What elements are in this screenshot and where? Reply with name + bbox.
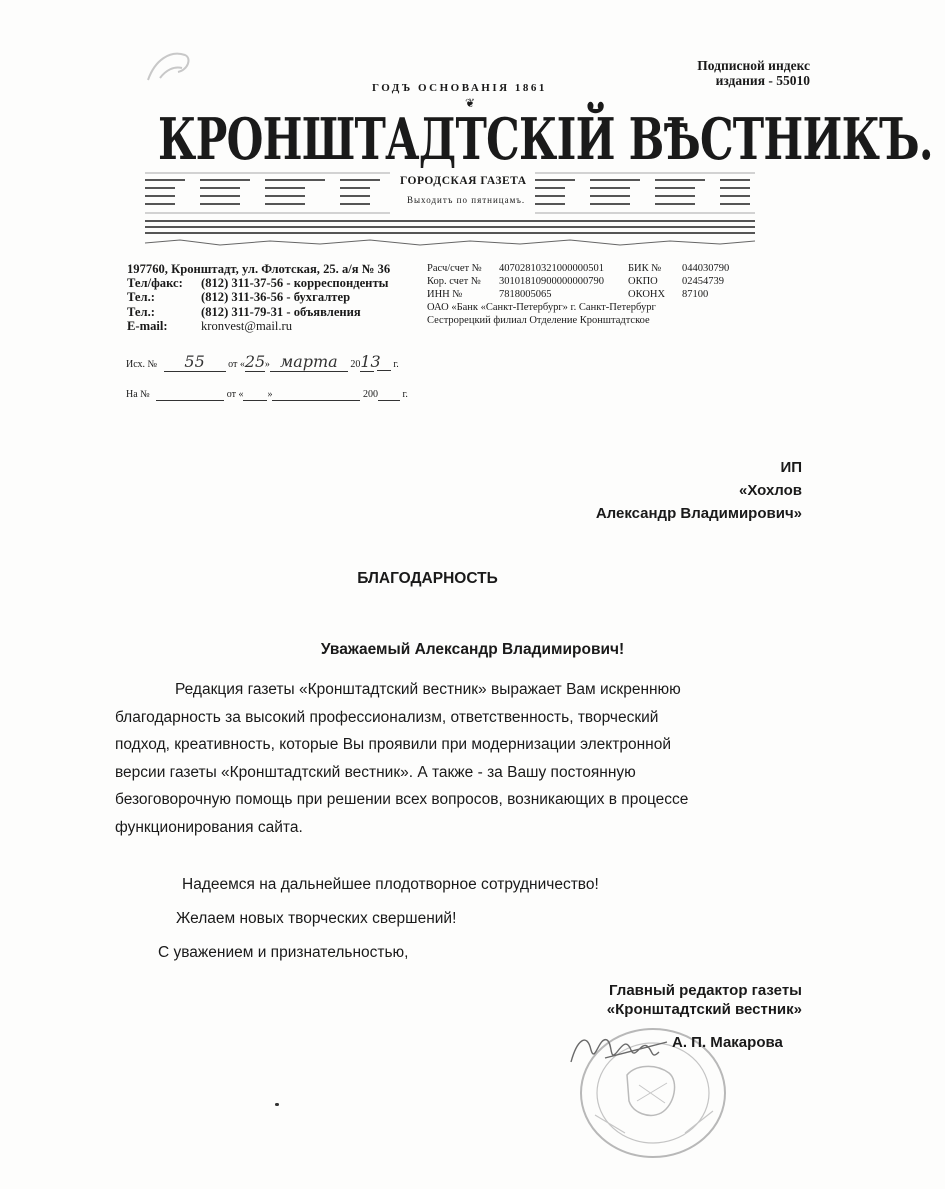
bank-value: 7818005065 <box>499 289 552 300</box>
address-block <box>127 262 390 333</box>
code-label: БИК № <box>628 263 662 274</box>
letter-wish-cooperation: Надеемся на дальнейшее плодотворное сотрудничество! <box>182 876 599 893</box>
recipient-line: «Хохлов <box>739 482 802 499</box>
address-line <box>127 319 390 333</box>
code-value: 02454739 <box>682 276 724 287</box>
bank-branch: Сестрорецкий филиал Отделение Кронштадтское <box>427 315 650 326</box>
address-label: Тел/факс: <box>127 276 183 291</box>
founded-line: ГОДЪ ОСНОВАНIЯ 1861 <box>372 82 547 94</box>
address-label: Тел.: <box>127 290 155 305</box>
recipient-block <box>596 456 802 525</box>
code-value: 87100 <box>682 289 709 300</box>
bank-label: Расч/счет № <box>427 263 482 274</box>
body-line <box>115 676 775 704</box>
code-row <box>628 288 729 301</box>
outgoing-day-field <box>245 352 265 372</box>
incoming-year-prefix: 200 <box>362 389 378 400</box>
address-line <box>127 262 390 276</box>
address-line <box>127 276 390 290</box>
outgoing-g: г. <box>393 359 399 370</box>
incoming-label: На № <box>126 389 150 400</box>
outgoing-number-field <box>164 352 226 372</box>
signature-name: А. П. Макарова <box>672 1034 783 1051</box>
org-codes <box>628 262 729 301</box>
outgoing-year-field <box>360 352 381 372</box>
letter-closing: С уважением и признательностью, <box>158 944 409 961</box>
body-line: функционирования сайта. <box>115 818 303 836</box>
code-row <box>628 262 729 275</box>
outgoing-month: марта <box>279 352 338 371</box>
letter-greeting: Уважаемый Александр Владимирович! <box>320 641 625 658</box>
address-value: (812) 311-36-56 - бухгалтер <box>201 290 351 305</box>
bank-label: ИНН № <box>427 289 463 300</box>
newspaper-subtitle: ГОРОДСКАЯ ГАЗЕТА <box>400 175 527 187</box>
bank-value: 40702810321000000501 <box>499 263 604 274</box>
bank-details <box>427 262 656 327</box>
signature-title <box>607 981 802 1019</box>
bank-row <box>427 275 656 288</box>
outgoing-reference <box>126 352 399 372</box>
incoming-quote: » <box>267 389 273 400</box>
letter-body <box>115 676 775 841</box>
handwritten-signature <box>565 1022 675 1072</box>
code-label: ОКПО <box>628 276 658 287</box>
bank-value: 30101810900000000790 <box>499 276 604 287</box>
incoming-from: от « <box>226 389 244 400</box>
subscription-index <box>697 58 810 88</box>
incoming-year-field <box>378 389 400 401</box>
bank-row <box>427 288 656 301</box>
bank-row <box>427 301 656 314</box>
bank-row <box>427 262 656 275</box>
letter-wish-achievements: Желаем новых творческих свершений! <box>176 910 457 927</box>
address-street: 197760, Кронштадт, ул. Флотская, 25. а/я № 36 <box>127 262 391 276</box>
body-line: подход, креативность, которые Вы проявили при модернизации электронной <box>115 736 671 753</box>
newspaper-frequency: Выходитъ по пятницамъ. <box>407 195 526 205</box>
masthead-title: КРОНШТАДТСКIЙ ВѢСТНИКЪ. <box>158 106 933 173</box>
body-line: версии газеты «Кронштадтский вестник». А также - за Вашу постоянную <box>115 763 636 781</box>
signature-title-line: Главный редактор газеты <box>609 982 802 999</box>
bank-row <box>427 314 656 327</box>
outgoing-label: Исх. № <box>126 359 158 370</box>
address-value: (812) 311-37-56 - корреспонденты <box>201 276 389 291</box>
outgoing-year-blank <box>377 359 391 371</box>
body-line: благодарность за высокий профессионализм, ответственность, творческий <box>115 708 659 726</box>
body-line: безоговорочную помощь при решении всех вопросов, возникающих в процессе <box>115 791 689 808</box>
address-line <box>127 290 390 304</box>
address-label: E-mail: <box>127 318 168 333</box>
subscription-index-line-1: Подписной индекс <box>697 58 810 73</box>
recipient-line: ИП <box>780 459 802 476</box>
outgoing-day: 25 <box>244 352 266 371</box>
bank-label: Кор. счет № <box>427 276 481 287</box>
body-line-text: Редакция газеты «Кронштадтский вестник» выражает Вам искреннюю <box>175 681 681 698</box>
outgoing-year: 13 <box>360 352 381 371</box>
letter-title: БЛАГОДАРНОСТЬ <box>357 570 498 587</box>
address-line <box>127 305 390 319</box>
stray-mark <box>275 1103 279 1106</box>
incoming-g: г. <box>402 389 408 400</box>
outgoing-month-field <box>270 352 348 372</box>
code-label: ОКОНХ <box>628 289 666 300</box>
outgoing-quote: » <box>264 359 270 370</box>
signature-title-line: «Кронштадтский вестник» <box>606 1001 802 1018</box>
outgoing-number: 55 <box>184 352 205 371</box>
email-value: kronvest@mail.ru <box>201 318 292 333</box>
ornament-icon: ❦ <box>465 96 476 110</box>
incoming-number-field <box>156 389 224 401</box>
recipient-line: Александр Владимирович» <box>595 505 802 522</box>
incoming-day-field <box>243 389 267 401</box>
incoming-month-field <box>272 389 360 401</box>
address-label: Тел.: <box>127 304 155 319</box>
code-value: 044030790 <box>682 263 730 274</box>
code-row <box>628 275 729 288</box>
scribble-mark <box>140 40 200 90</box>
bank-name: ОАО «Банк «Санкт-Петербург» г. Санкт-Петербург <box>427 302 656 313</box>
outgoing-year-prefix: 20 <box>350 359 361 370</box>
address-value: (812) 311-79-31 - объявления <box>201 304 361 319</box>
subscription-index-line-2: издания - 55010 <box>715 73 810 88</box>
incoming-reference <box>126 389 408 401</box>
outgoing-from: от « <box>228 359 245 370</box>
